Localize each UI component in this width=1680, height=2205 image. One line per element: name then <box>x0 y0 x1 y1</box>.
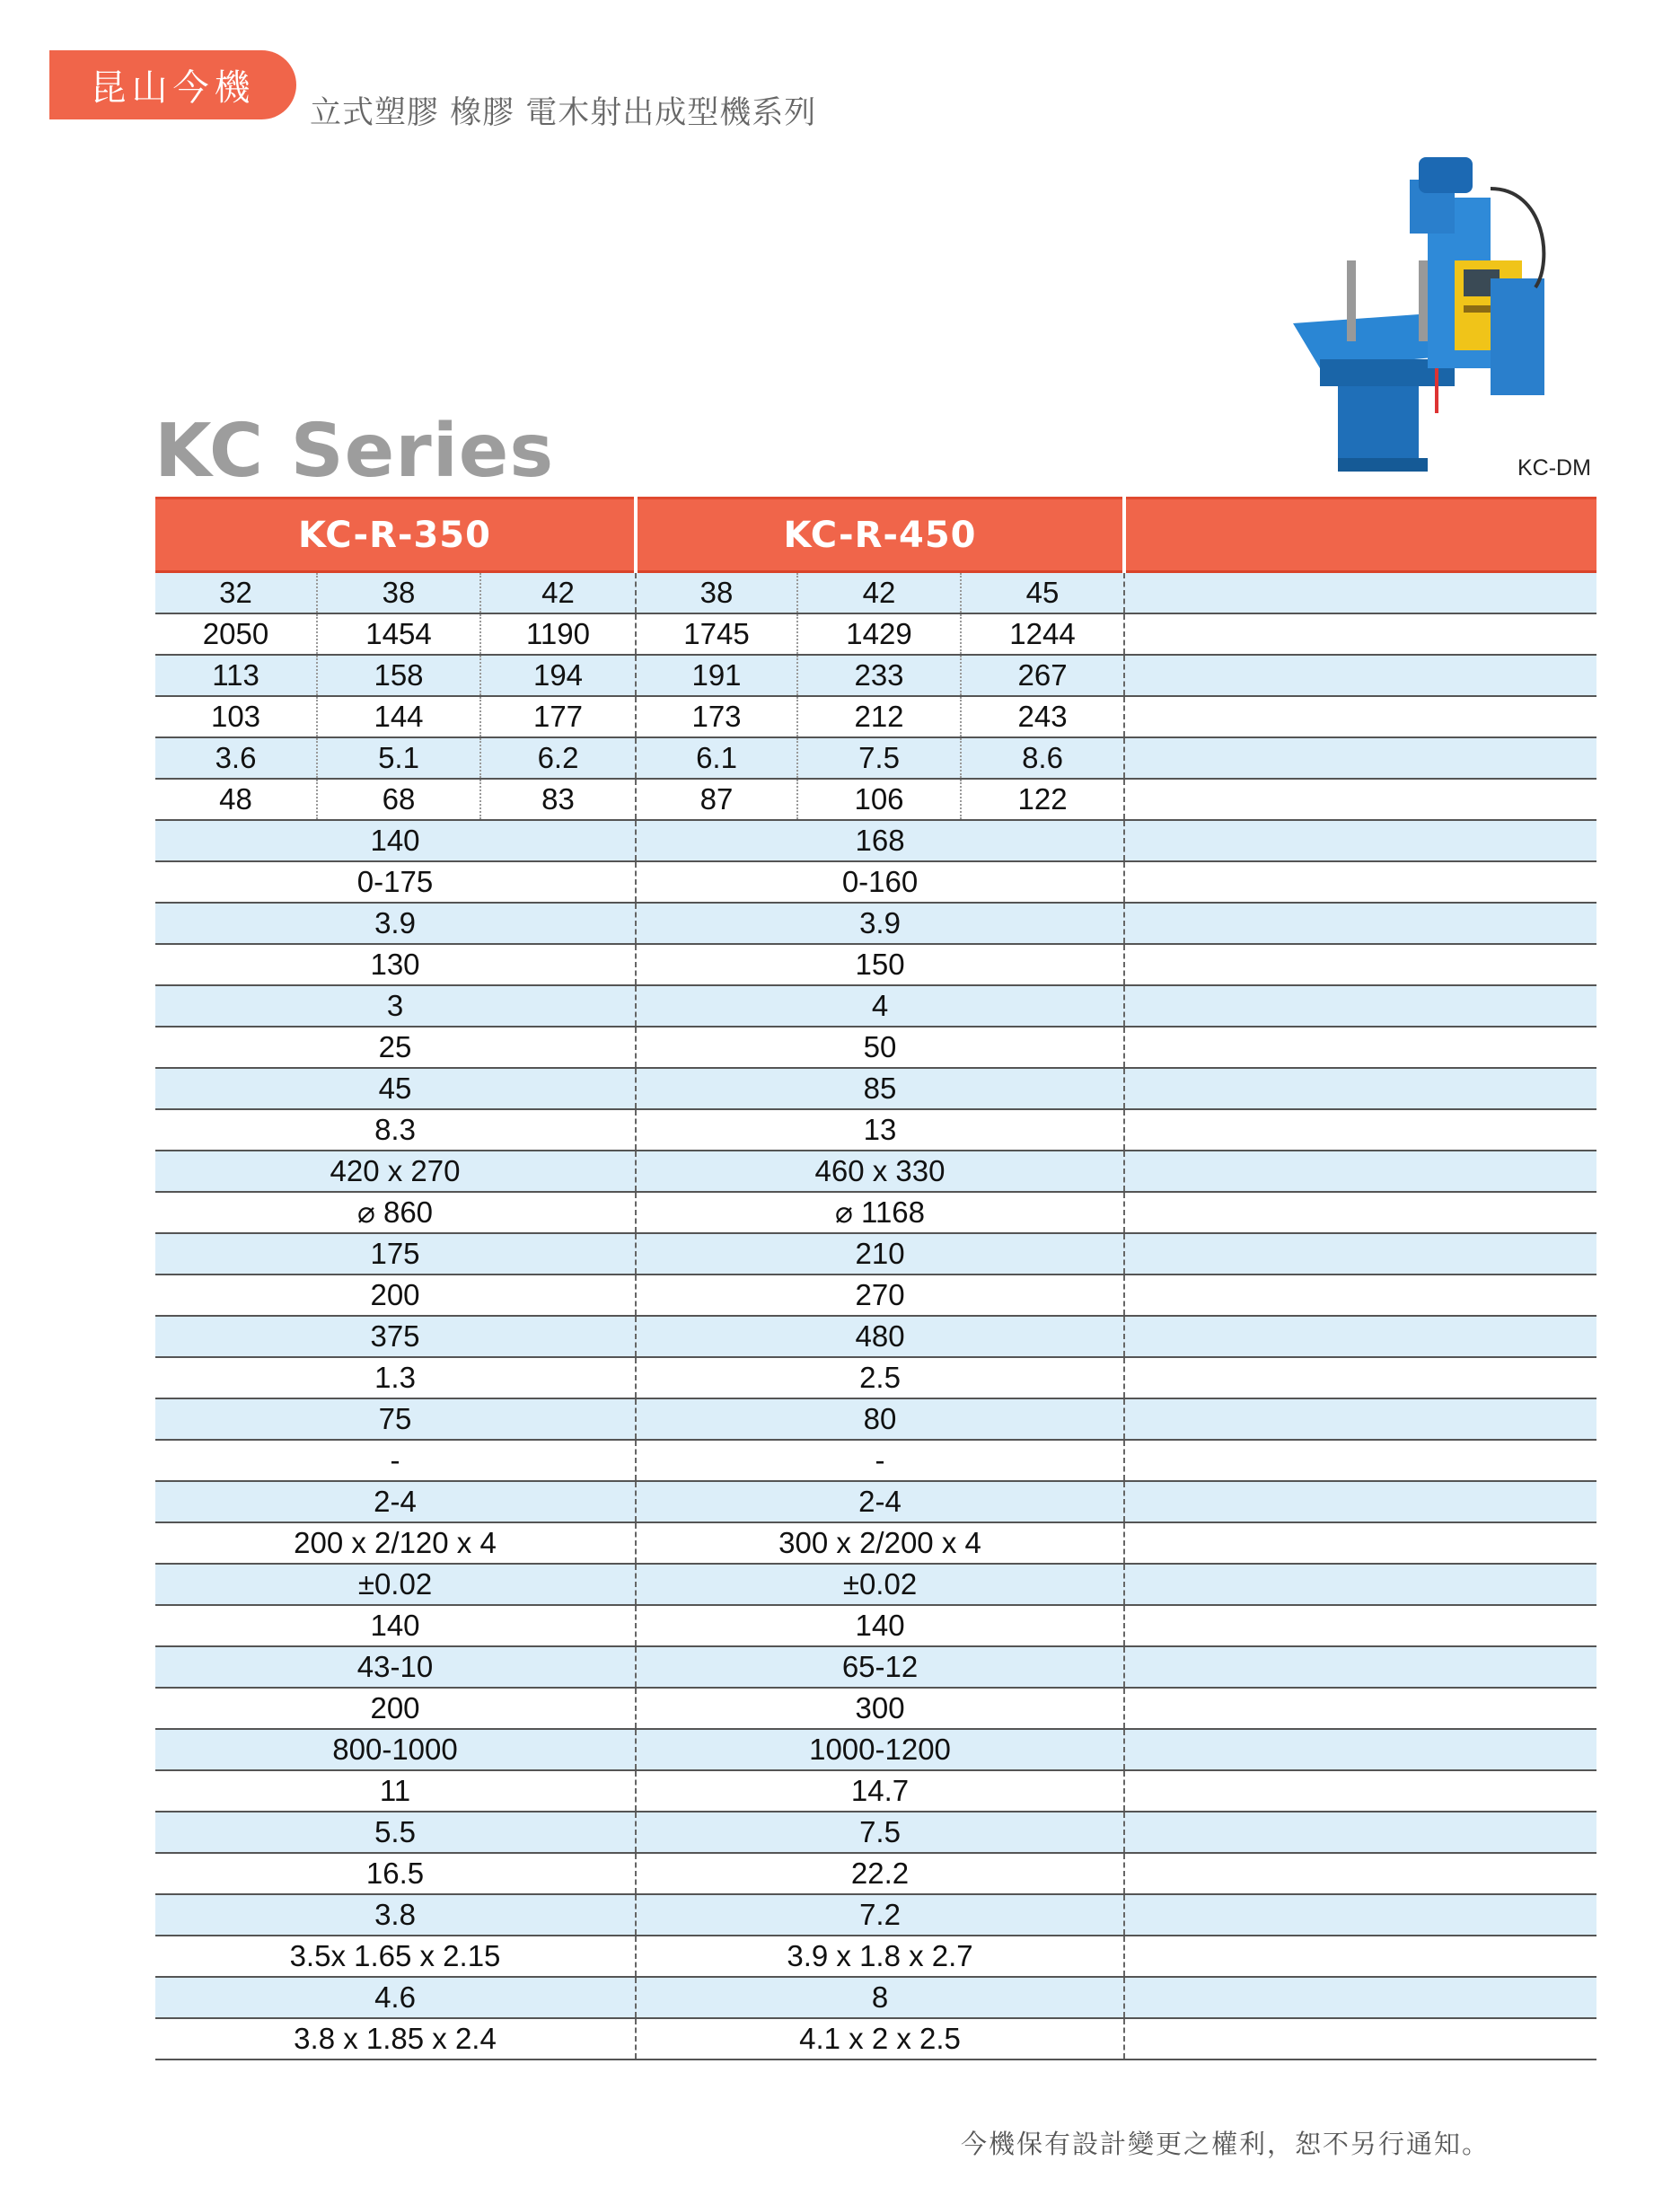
table-cell: 75 <box>155 1398 636 1440</box>
table-cell: 122 <box>961 779 1124 820</box>
notes-cell <box>1124 903 1596 944</box>
table-cell: 8 <box>636 1977 1124 2018</box>
table-cell: - <box>155 1440 636 1481</box>
table-row <box>155 613 1596 655</box>
table-cell: 267 <box>961 655 1124 696</box>
table-row <box>155 572 1596 614</box>
table-row <box>155 1688 1596 1729</box>
table-cell: 233 <box>797 655 961 696</box>
table-cell: 42 <box>480 572 636 614</box>
table-row <box>155 655 1596 696</box>
table-row <box>155 1233 1596 1274</box>
table-row <box>155 1027 1596 1068</box>
table-cell: 103 <box>155 696 317 737</box>
model-header-row <box>155 498 1596 572</box>
notes-cell <box>1124 1812 1596 1853</box>
table-cell: 0-175 <box>155 861 636 903</box>
table-cell: 270 <box>636 1274 1124 1316</box>
notes-cell <box>1124 820 1596 861</box>
table-row <box>155 696 1596 737</box>
table-cell: 50 <box>636 1027 1124 1068</box>
notes-cell <box>1124 1729 1596 1770</box>
brand-tab: 昆山今機 <box>49 50 296 119</box>
table-cell: 0-160 <box>636 861 1124 903</box>
table-cell: 173 <box>636 696 797 737</box>
table-cell: 4.6 <box>155 1977 636 2018</box>
table-cell: 113 <box>155 655 317 696</box>
table-cell: 3.9 <box>155 903 636 944</box>
table-cell: 2-4 <box>636 1481 1124 1522</box>
table-cell: 1.3 <box>155 1357 636 1398</box>
table-cell: 140 <box>155 820 636 861</box>
table-row <box>155 861 1596 903</box>
table-cell: ±0.02 <box>636 1564 1124 1605</box>
table-cell: ⌀ 860 <box>155 1192 636 1233</box>
table-cell: 43-10 <box>155 1646 636 1688</box>
notes-cell <box>1124 696 1596 737</box>
table-cell: 3.6 <box>155 737 317 779</box>
table-cell: 4.1 x 2 x 2.5 <box>636 2018 1124 2059</box>
notes-cell <box>1124 1109 1596 1151</box>
table-cell: 106 <box>797 779 961 820</box>
table-row <box>155 1068 1596 1109</box>
machine-caption: KC-DM <box>1517 455 1591 481</box>
table-row <box>155 1316 1596 1357</box>
table-row <box>155 1109 1596 1151</box>
table-cell: 1000-1200 <box>636 1729 1124 1770</box>
table-cell: 8.6 <box>961 737 1124 779</box>
notes-cell <box>1124 861 1596 903</box>
notes-cell <box>1124 1027 1596 1068</box>
notes-cell <box>1124 1357 1596 1398</box>
notes-cell <box>1124 1853 1596 1894</box>
table-cell: 85 <box>636 1068 1124 1109</box>
table-cell: 80 <box>636 1398 1124 1440</box>
notes-cell <box>1124 944 1596 985</box>
table-cell: 16.5 <box>155 1853 636 1894</box>
model-header-kc-r-450: KC-R-450 <box>636 498 1124 572</box>
notes-cell <box>1124 1440 1596 1481</box>
notes-cell <box>1124 1646 1596 1688</box>
spec-body <box>155 572 1596 2060</box>
table-cell: 45 <box>155 1068 636 1109</box>
notes-cell <box>1124 1316 1596 1357</box>
table-row <box>155 737 1596 779</box>
table-cell: 191 <box>636 655 797 696</box>
notes-cell <box>1124 985 1596 1027</box>
table-row <box>155 985 1596 1027</box>
table-cell: 6.2 <box>480 737 636 779</box>
table-cell: ⌀ 1168 <box>636 1192 1124 1233</box>
table-row <box>155 1357 1596 1398</box>
notes-cell <box>1124 1564 1596 1605</box>
notes-cell <box>1124 572 1596 614</box>
table-cell: 3 <box>155 985 636 1027</box>
table-cell: 800-1000 <box>155 1729 636 1770</box>
table-cell: 5.1 <box>317 737 480 779</box>
table-cell: 22.2 <box>636 1853 1124 1894</box>
table-cell: 168 <box>636 820 1124 861</box>
table-cell: 14.7 <box>636 1770 1124 1812</box>
table-cell: - <box>636 1440 1124 1481</box>
table-cell: 150 <box>636 944 1124 985</box>
table-cell: 177 <box>480 696 636 737</box>
table-cell: 42 <box>797 572 961 614</box>
notes-cell <box>1124 655 1596 696</box>
table-cell: 200 <box>155 1688 636 1729</box>
table-cell: 3.8 <box>155 1894 636 1936</box>
table-cell: 3.8 x 1.85 x 2.4 <box>155 2018 636 2059</box>
table-row <box>155 1564 1596 1605</box>
table-cell: 11 <box>155 1770 636 1812</box>
table-cell: 140 <box>155 1605 636 1646</box>
table-cell: 194 <box>480 655 636 696</box>
table-row <box>155 1440 1596 1481</box>
machine-image <box>1284 153 1571 494</box>
table-row <box>155 1977 1596 2018</box>
table-cell: 1244 <box>961 613 1124 655</box>
table-row <box>155 1274 1596 1316</box>
table-cell: 480 <box>636 1316 1124 1357</box>
notes-cell <box>1124 1936 1596 1977</box>
table-row <box>155 1770 1596 1812</box>
table-cell: 13 <box>636 1109 1124 1151</box>
table-row <box>155 1522 1596 1564</box>
table-cell: 460 x 330 <box>636 1151 1124 1192</box>
notes-cell <box>1124 1398 1596 1440</box>
table-cell: 3.9 x 1.8 x 2.7 <box>636 1936 1124 1977</box>
notes-cell <box>1124 1068 1596 1109</box>
table-cell: 144 <box>317 696 480 737</box>
notes-cell <box>1124 1977 1596 2018</box>
table-cell: 5.5 <box>155 1812 636 1853</box>
table-cell: 200 <box>155 1274 636 1316</box>
table-cell: 1190 <box>480 613 636 655</box>
table-cell: 1745 <box>636 613 797 655</box>
table-row <box>155 1151 1596 1192</box>
table-cell: 68 <box>317 779 480 820</box>
table-row <box>155 1605 1596 1646</box>
table-row <box>155 1812 1596 1853</box>
table-row <box>155 1192 1596 1233</box>
notes-cell <box>1124 1605 1596 1646</box>
table-cell: 87 <box>636 779 797 820</box>
table-cell: 7.5 <box>797 737 961 779</box>
table-cell: 8.3 <box>155 1109 636 1151</box>
notes-cell <box>1124 1151 1596 1192</box>
table-cell: 175 <box>155 1233 636 1274</box>
table-row <box>155 1481 1596 1522</box>
table-cell: 2.5 <box>636 1357 1124 1398</box>
table-cell: ±0.02 <box>155 1564 636 1605</box>
table-cell: 1454 <box>317 613 480 655</box>
table-cell: 65-12 <box>636 1646 1124 1688</box>
table-cell: 25 <box>155 1027 636 1068</box>
table-cell: 420 x 270 <box>155 1151 636 1192</box>
notes-cell <box>1124 1481 1596 1522</box>
table-row <box>155 820 1596 861</box>
table-cell: 200 x 2/120 x 4 <box>155 1522 636 1564</box>
table-row <box>155 944 1596 985</box>
table-cell: 6.1 <box>636 737 797 779</box>
table-cell: 48 <box>155 779 317 820</box>
table-row <box>155 1646 1596 1688</box>
table-cell: 2050 <box>155 613 317 655</box>
notes-cell <box>1124 1274 1596 1316</box>
notes-cell <box>1124 613 1596 655</box>
table-row <box>155 1894 1596 1936</box>
notes-cell <box>1124 1688 1596 1729</box>
notes-header <box>1124 498 1596 572</box>
table-cell: 2-4 <box>155 1481 636 1522</box>
table-row <box>155 1729 1596 1770</box>
table-cell: 300 x 2/200 x 4 <box>636 1522 1124 1564</box>
notes-cell <box>1124 1770 1596 1812</box>
footer-note: 今機保有設計變更之權利，恕不另行通知。 <box>961 2129 1491 2159</box>
notes-cell <box>1124 779 1596 820</box>
table-cell: 300 <box>636 1688 1124 1729</box>
spec-table <box>155 497 1596 2060</box>
table-row <box>155 779 1596 820</box>
table-cell: 130 <box>155 944 636 985</box>
notes-cell <box>1124 737 1596 779</box>
notes-cell <box>1124 1894 1596 1936</box>
table-cell: 38 <box>317 572 480 614</box>
table-row <box>155 1936 1596 1977</box>
table-cell: 45 <box>961 572 1124 614</box>
page-subtitle: 立式塑膠 橡膠 電木射出成型機系列 <box>310 95 817 131</box>
notes-cell <box>1124 1192 1596 1233</box>
table-cell: 3.9 <box>636 903 1124 944</box>
table-row <box>155 2018 1596 2059</box>
table-cell: 243 <box>961 696 1124 737</box>
table-cell: 210 <box>636 1233 1124 1274</box>
notes-cell <box>1124 1233 1596 1274</box>
table-cell: 38 <box>636 572 797 614</box>
table-cell: 3.5x 1.65 x 2.15 <box>155 1936 636 1977</box>
table-row <box>155 1398 1596 1440</box>
table-row <box>155 1853 1596 1894</box>
table-cell: 32 <box>155 572 317 614</box>
notes-cell <box>1124 2018 1596 2059</box>
table-cell: 212 <box>797 696 961 737</box>
table-cell: 7.5 <box>636 1812 1124 1853</box>
series-title: KC Series <box>154 409 555 494</box>
table-cell: 140 <box>636 1605 1124 1646</box>
table-cell: 375 <box>155 1316 636 1357</box>
table-row <box>155 903 1596 944</box>
table-cell: 158 <box>317 655 480 696</box>
table-cell: 1429 <box>797 613 961 655</box>
table-cell: 4 <box>636 985 1124 1027</box>
model-header-kc-r-350: KC-R-350 <box>155 498 636 572</box>
table-cell: 83 <box>480 779 636 820</box>
notes-cell <box>1124 1522 1596 1564</box>
table-cell: 7.2 <box>636 1894 1124 1936</box>
